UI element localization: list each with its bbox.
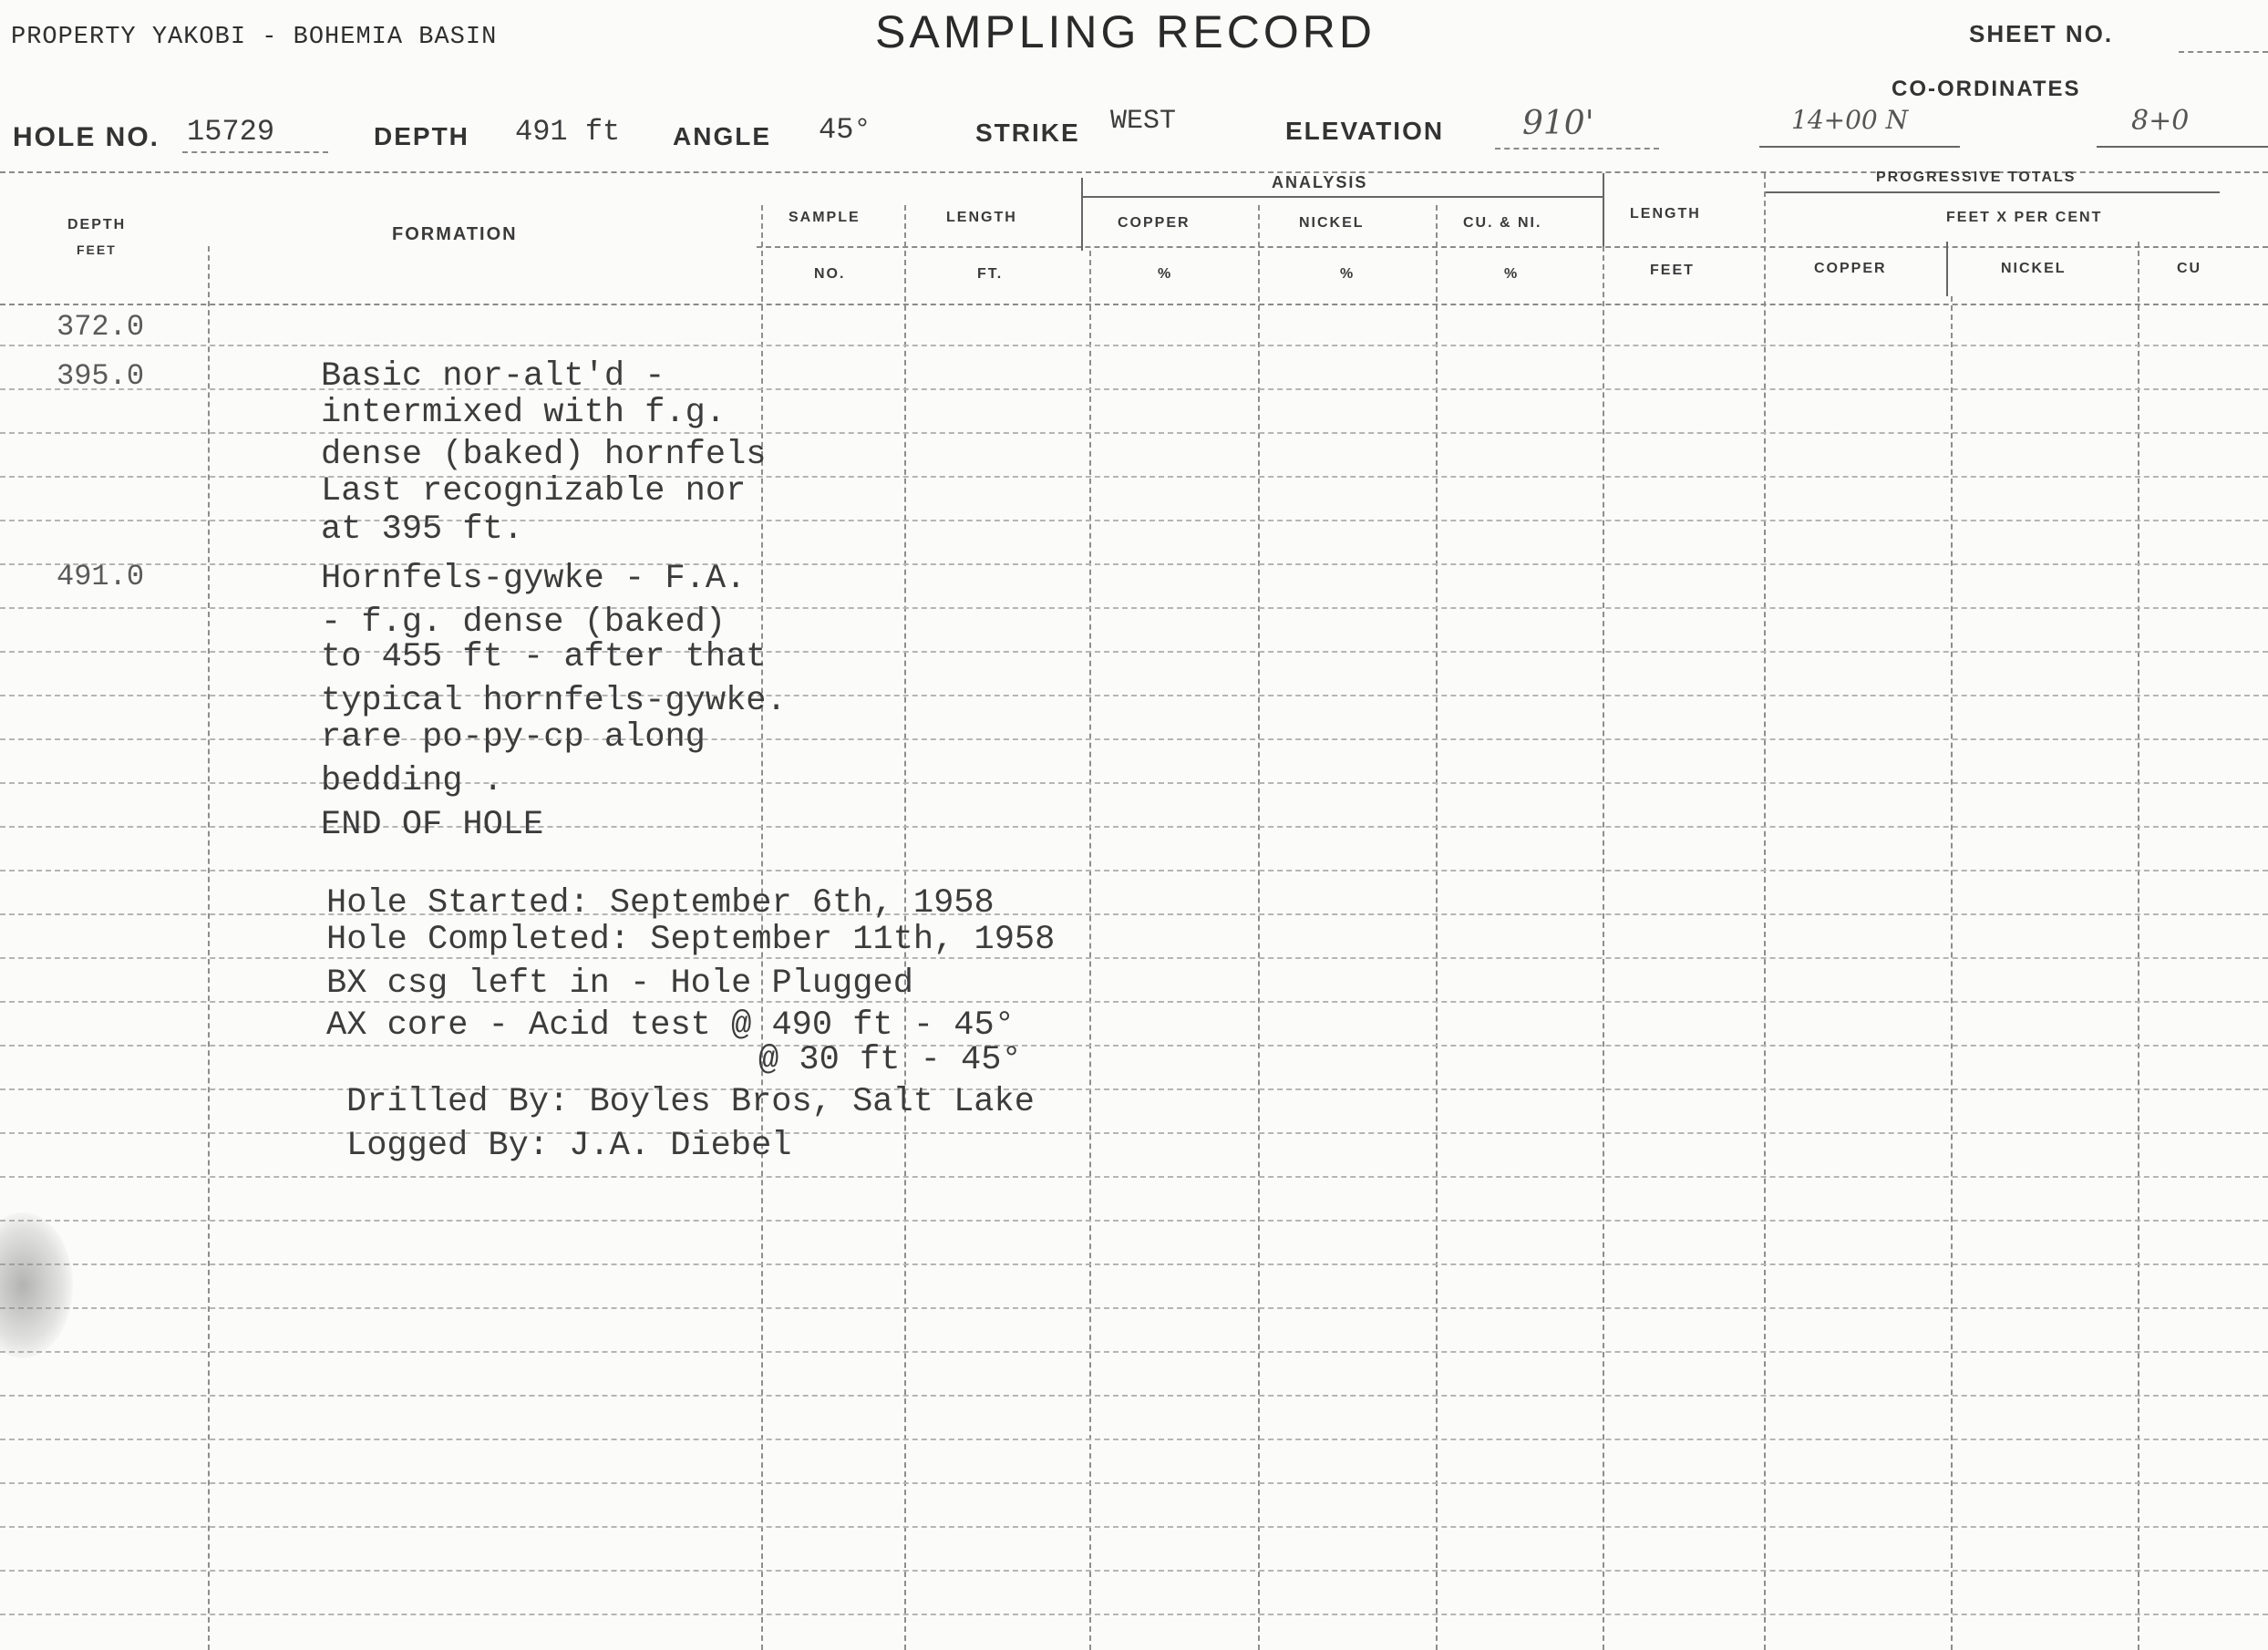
formation-line: typical hornfels-gywke. <box>321 682 787 720</box>
header-bottom-rule <box>0 304 2268 305</box>
col-nickel: NICKEL <box>1299 215 1365 231</box>
strike-value: WEST <box>1110 106 1177 137</box>
formation-line: rare po-py-cp along <box>321 718 706 757</box>
property-label: PROPERTY YAKOBI - BOHEMIA BASIN <box>11 24 498 51</box>
col-depth: DEPTH <box>67 217 127 232</box>
col-rule <box>1603 173 1604 246</box>
coordinates-label: CO-ORDINATES <box>1892 77 2081 101</box>
row-rule <box>0 1220 2268 1222</box>
formation-line: Last recognizable nor <box>321 472 747 510</box>
row-rule <box>0 1570 2268 1572</box>
note-drilled-by: Drilled By: Boyles Bros, Salt Lake <box>346 1083 1035 1121</box>
formation-line: intermixed with f.g. <box>321 394 727 432</box>
formation-line: to 455 ft - after that <box>321 638 767 676</box>
col-rule <box>1764 173 1766 1650</box>
note-logged-by: Logged By: J.A. Diebel <box>346 1127 792 1165</box>
hole-no-underline <box>182 151 328 153</box>
col-formation: FORMATION <box>392 224 518 244</box>
row-rule <box>0 1307 2268 1309</box>
col-p-cu: CU <box>2177 261 2202 276</box>
formation-line: dense (baked) hornfels <box>321 436 767 474</box>
angle-value: 45° <box>819 113 871 147</box>
elevation-label: ELEVATION <box>1285 117 1445 145</box>
sheet-no-label: SHEET NO. <box>1969 20 2114 47</box>
coordinate-north-underline <box>1759 146 1960 148</box>
depth-value-372: 372.0 <box>57 310 145 344</box>
row-rule <box>0 1351 2268 1353</box>
col-copper: COPPER <box>1118 215 1191 231</box>
col-analysis: ANALYSIS <box>1272 173 1368 191</box>
page-title: SAMPLING RECORD <box>875 6 1376 57</box>
col-sample: SAMPLE <box>789 210 861 225</box>
formation-line: bedding . <box>321 762 503 800</box>
depth-value-395: 395.0 <box>57 359 145 393</box>
col-rule <box>1081 178 1083 251</box>
col-rule <box>1436 205 1438 1650</box>
ink-smudge <box>0 1212 73 1358</box>
progressive-rule <box>1764 191 2220 193</box>
col-sample-unit: NO. <box>814 266 846 282</box>
col-rule <box>1946 242 1948 296</box>
formation-line: Basic nor-alt'd - <box>321 357 665 396</box>
row-rule <box>0 1526 2268 1528</box>
formation-line: at 395 ft. <box>321 510 524 549</box>
col-length2: LENGTH <box>1630 206 1701 222</box>
formation-line: Hornfels-gywke - F.A. <box>321 560 747 598</box>
col-cu-ni-unit: % <box>1504 266 1520 282</box>
col-cu-ni: CU. & NI. <box>1463 215 1542 231</box>
strike-label: STRIKE <box>975 119 1080 147</box>
row-rule <box>0 1263 2268 1265</box>
hole-no-value: 15729 <box>187 115 275 149</box>
row-rule <box>0 1439 2268 1440</box>
coordinate-east: 8+0 <box>2131 105 2190 137</box>
col-length2-unit: FEET <box>1650 263 1695 278</box>
note-hole-started: Hole Started: September 6th, 1958 <box>326 884 995 923</box>
col-progressive: PROGRESSIVE TOTALS <box>1876 170 2077 185</box>
col-length-unit: FT. <box>977 266 1004 282</box>
col-depth-unit: FEET <box>77 242 117 257</box>
depth-label: DEPTH <box>374 122 469 150</box>
coordinate-east-underline <box>2097 146 2268 148</box>
row-rule <box>0 1614 2268 1615</box>
row-rule <box>0 1395 2268 1397</box>
formation-line: - f.g. dense (baked) <box>321 603 727 642</box>
depth-value-491: 491.0 <box>57 560 145 593</box>
col-nickel-unit: % <box>1340 266 1356 282</box>
row-rule <box>0 1482 2268 1484</box>
elevation-underline <box>1495 148 1659 150</box>
row-rule <box>0 1088 2268 1090</box>
col-feet-x-pct: FEET X PER CENT <box>1946 210 2103 225</box>
analysis-rule <box>1081 196 1603 198</box>
elevation-value: 910' <box>1522 105 1594 142</box>
hole-no-label: HOLE NO. <box>13 122 160 152</box>
angle-label: ANGLE <box>673 122 771 150</box>
row-rule <box>0 870 2268 871</box>
col-p-nickel: NICKEL <box>2001 261 2067 276</box>
col-rule <box>1951 296 1953 1650</box>
col-rule <box>1258 205 1260 1650</box>
note-acid-test: AX core - Acid test @ 490 ft - 45° <box>326 1006 1015 1045</box>
sheet-no-underline <box>2179 51 2268 53</box>
row-rule <box>0 1045 2268 1047</box>
col-p-copper: COPPER <box>1814 261 1887 276</box>
note-casing: BX csg left in - Hole Plugged <box>326 964 913 1003</box>
col-length: LENGTH <box>946 210 1017 225</box>
row-rule <box>0 345 2268 346</box>
row-rule <box>0 1176 2268 1178</box>
col-copper-unit: % <box>1158 266 1173 282</box>
note-hole-completed: Hole Completed: September 11th, 1958 <box>326 921 1056 959</box>
end-of-hole: END OF HOLE <box>321 806 544 844</box>
depth-value: 491 ft <box>515 115 621 149</box>
coordinate-north: 14+00 N <box>1791 105 1909 135</box>
subheader-rule <box>757 246 2268 248</box>
row-rule <box>0 432 2268 434</box>
row-rule <box>0 1132 2268 1134</box>
note-acid-test-2: @ 30 ft - 45° <box>758 1041 1022 1079</box>
